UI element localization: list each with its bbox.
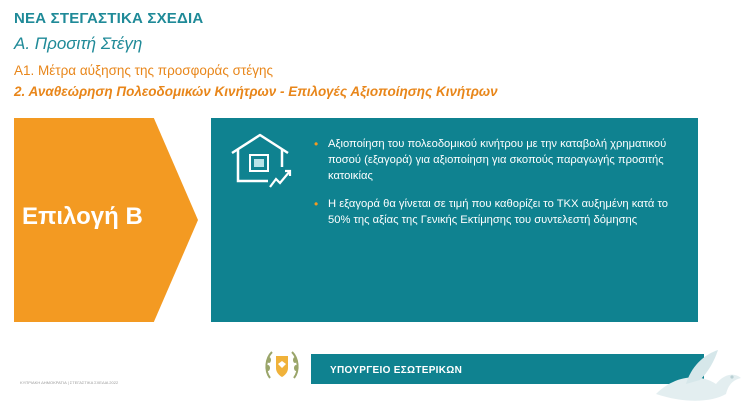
bullet-marker: • xyxy=(314,197,319,211)
option-label: Επιλογή Β xyxy=(22,203,143,230)
bullet-list xyxy=(312,136,684,240)
bullet-text: Αξιοποίηση του πολεοδομικού κινήτρου με την καταβολή χρηματικού ποσού (εξαγορά) για αξιοποίηση για σκοπούς παραγωγής προσιτής κατοικίας xyxy=(328,138,667,182)
dove-icon xyxy=(646,344,743,406)
section-subtitle: Α. Προσιτή Στέγη xyxy=(14,34,143,53)
bullet-marker: • xyxy=(314,137,319,151)
house-growth-icon xyxy=(224,127,296,193)
page-title: ΝΕΑ ΣΤΕΓΑΣΤΙΚΑ ΣΧΕΔΙΑ xyxy=(14,10,204,27)
footer-small-text: ΚΥΠΡΙΑΚΗ ΔΗΜΟΚΡΑΤΙΑ | ΣΤΕΓΑΣΤΙΚΑ ΣΧΕΔΙΑ 2022 xyxy=(20,380,119,385)
section-heading-a1: Α1. Μέτρα αύξησης της προσφοράς στέγης xyxy=(14,63,274,78)
section-heading-2: 2. Αναθεώρηση Πολεοδομικών Κινήτρων - Επιλογές Αξιοποίησης Κινήτρων xyxy=(14,84,498,99)
ministry-name: ΥΠΟΥΡΓΕΙΟ ΕΣΩΤΕΡΙΚΩΝ xyxy=(330,365,463,376)
list-item xyxy=(312,196,684,228)
bullet-text: Η εξαγορά θα γίνεται σε τιμή που καθορίζει το ΤΚΧ αυξημένη κατά το 50% της αξίας της Γενικής Εκτίμησης του συντελεστή δόμησης xyxy=(328,198,668,226)
list-item xyxy=(312,136,684,184)
cyprus-emblem-icon xyxy=(262,348,302,384)
